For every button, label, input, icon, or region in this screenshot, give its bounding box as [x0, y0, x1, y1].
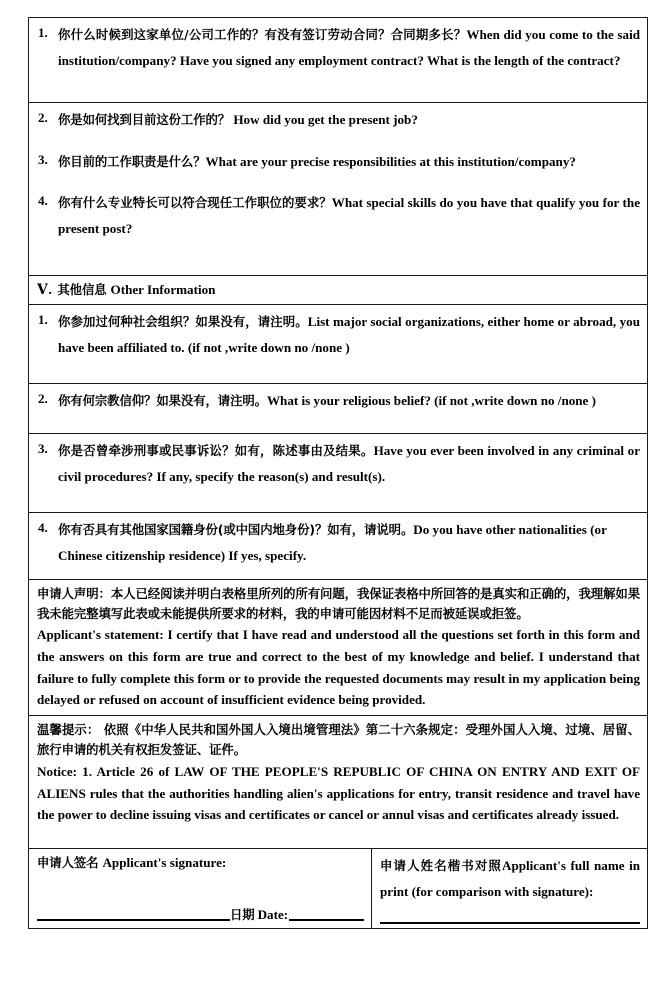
- question-cell-v-2: [29, 384, 648, 434]
- question-cell-iv-4: [29, 186, 648, 276]
- question-text-cn: 你是否曾牵涉刑事或民事诉讼？如有，陈述事由及结果。: [58, 443, 374, 458]
- date-label-cn: 日期: [230, 907, 255, 923]
- applicant-signature-cell[interactable]: [29, 849, 372, 929]
- question-cell-v-1: [29, 305, 648, 384]
- question-text-cn: 你目前的工作职责是什么？: [58, 154, 206, 169]
- fullname-label-en: Applicant's full name in print (for comparison with signature):: [380, 858, 641, 900]
- table-row: [29, 18, 648, 103]
- question-text-en: What special skills do you have that qualify you for the present post?: [58, 195, 641, 236]
- question-text-en: What is your religious belief? (if not ,write down no /none ): [266, 393, 597, 408]
- signature-write-line[interactable]: [37, 919, 230, 921]
- signature-row: [29, 849, 648, 929]
- fullname-label-cn: 申请人姓名楷书对照: [380, 858, 502, 874]
- table-row: [29, 434, 648, 513]
- question-text-en: What are your precise responsibilities at this institution/company?: [205, 154, 576, 169]
- notice-cell: [29, 716, 648, 849]
- table-row: [29, 305, 648, 384]
- date-label-en: Date:: [257, 907, 289, 923]
- table-row: [29, 384, 648, 434]
- table-row: [29, 145, 648, 186]
- question-cell-iv-3: [29, 145, 648, 186]
- question-number: 1.: [38, 25, 48, 40]
- question-text-cn: 你有否具有其他国家国籍身份(或中国内地身份)？如有，请说明。: [58, 522, 414, 537]
- question-text-cn: 你有何宗教信仰？如果没有，请注明。: [58, 393, 267, 408]
- question-text-cn: 你参加过何种社会组织？如果没有，请注明。: [58, 314, 308, 329]
- applicant-statement-cell: [29, 580, 648, 716]
- table-row: [29, 580, 648, 716]
- section-roman-numeral: Ⅴ.: [37, 283, 53, 298]
- statement-text-cn: 申请人声明：本人已经阅读并明白表格里所列的所有问题，我保证表格中所回答的是真实和正确的，我理解如果我未能完整填写此表或未能提供所要求的材料，我的申请可能因材料不足而被延误或拒签。: [37, 586, 641, 622]
- question-text-en: When did you come to the said institution/company? Have you signed any employment contract? What is the length of the contract?: [58, 27, 640, 68]
- question-number: 3.: [38, 152, 48, 167]
- question-cell-v-4: [29, 513, 648, 580]
- section-title-en: Other Information: [110, 282, 216, 297]
- question-text-en: How did you get the present job?: [230, 112, 418, 127]
- section-header-v: [29, 276, 648, 305]
- question-text-cn: 你是如何找到目前这份工作的？: [58, 112, 231, 127]
- notice-text-en: Notice: 1. Article 26 of LAW OF THE PEOPLE'S REPUBLIC OF CHINA ON ENTRY AND EXIT OF ALIENS rules that the authorities handling alien's applications for entry, transit residence and travel have the power to decline issuing visas and certificates or cancel or annul visas and certificates already issued.: [37, 763, 641, 823]
- question-number: 4.: [38, 520, 48, 535]
- statement-text-en: Applicant's statement: I certify that I have read and understood all the questions set forth in this form and the answers on this form are true and correct to the best of my knowledge and belief. I understand that failure to fully complete this form or to provide the requested documents may result in my application being delayed or refused on account of insufficient evidence being provided.: [37, 627, 641, 708]
- visa-form-table: [28, 17, 648, 929]
- signature-label-en: Applicant's signature:: [102, 855, 227, 871]
- question-number: 2.: [38, 110, 48, 125]
- table-row: [29, 276, 648, 305]
- notice-text-cn: 温馨提示： 依照《中华人民共和国外国人入境出境管理法》第二十六条规定：受理外国人入境、过境、居留、旅行申请的机关有权拒发签证、证件。: [37, 722, 641, 758]
- table-row: [29, 513, 648, 580]
- question-cell-iv-1: [29, 18, 648, 103]
- applicant-fullname-cell[interactable]: [372, 849, 648, 929]
- signature-date-line-row: [37, 905, 364, 924]
- question-number: 2.: [38, 391, 48, 406]
- signature-label-cn: 申请人签名: [37, 855, 99, 871]
- question-text-en: Have you ever been involved in any criminal or civil procedures? If any, specify the reason(s) and result(s).: [58, 443, 641, 484]
- question-text-en: Do you have other nationalities (or Chinese citizenship residence) If yes, specify.: [58, 522, 607, 563]
- date-write-line[interactable]: [289, 919, 364, 921]
- question-text-en: List major social organizations, either home or abroad, you have been affiliated to. (if not ,write down no /none ): [58, 314, 641, 355]
- question-text-cn: 你什么时候到这家单位/公司工作的？有没有签订劳动合同？合同期多长？: [58, 27, 467, 42]
- question-cell-v-3: [29, 434, 648, 513]
- section-title-cn: 其他信息: [57, 282, 107, 297]
- question-number: 3.: [38, 441, 48, 456]
- question-number: 4.: [38, 193, 48, 208]
- question-cell-iv-2: [29, 103, 648, 146]
- table-row: [29, 103, 648, 146]
- table-row: [29, 186, 648, 276]
- table-row: [29, 716, 648, 849]
- fullname-write-line[interactable]: [380, 922, 640, 924]
- question-text-cn: 你有什么专业特长可以符合现任工作职位的要求？: [58, 195, 332, 210]
- question-number: 1.: [38, 312, 48, 327]
